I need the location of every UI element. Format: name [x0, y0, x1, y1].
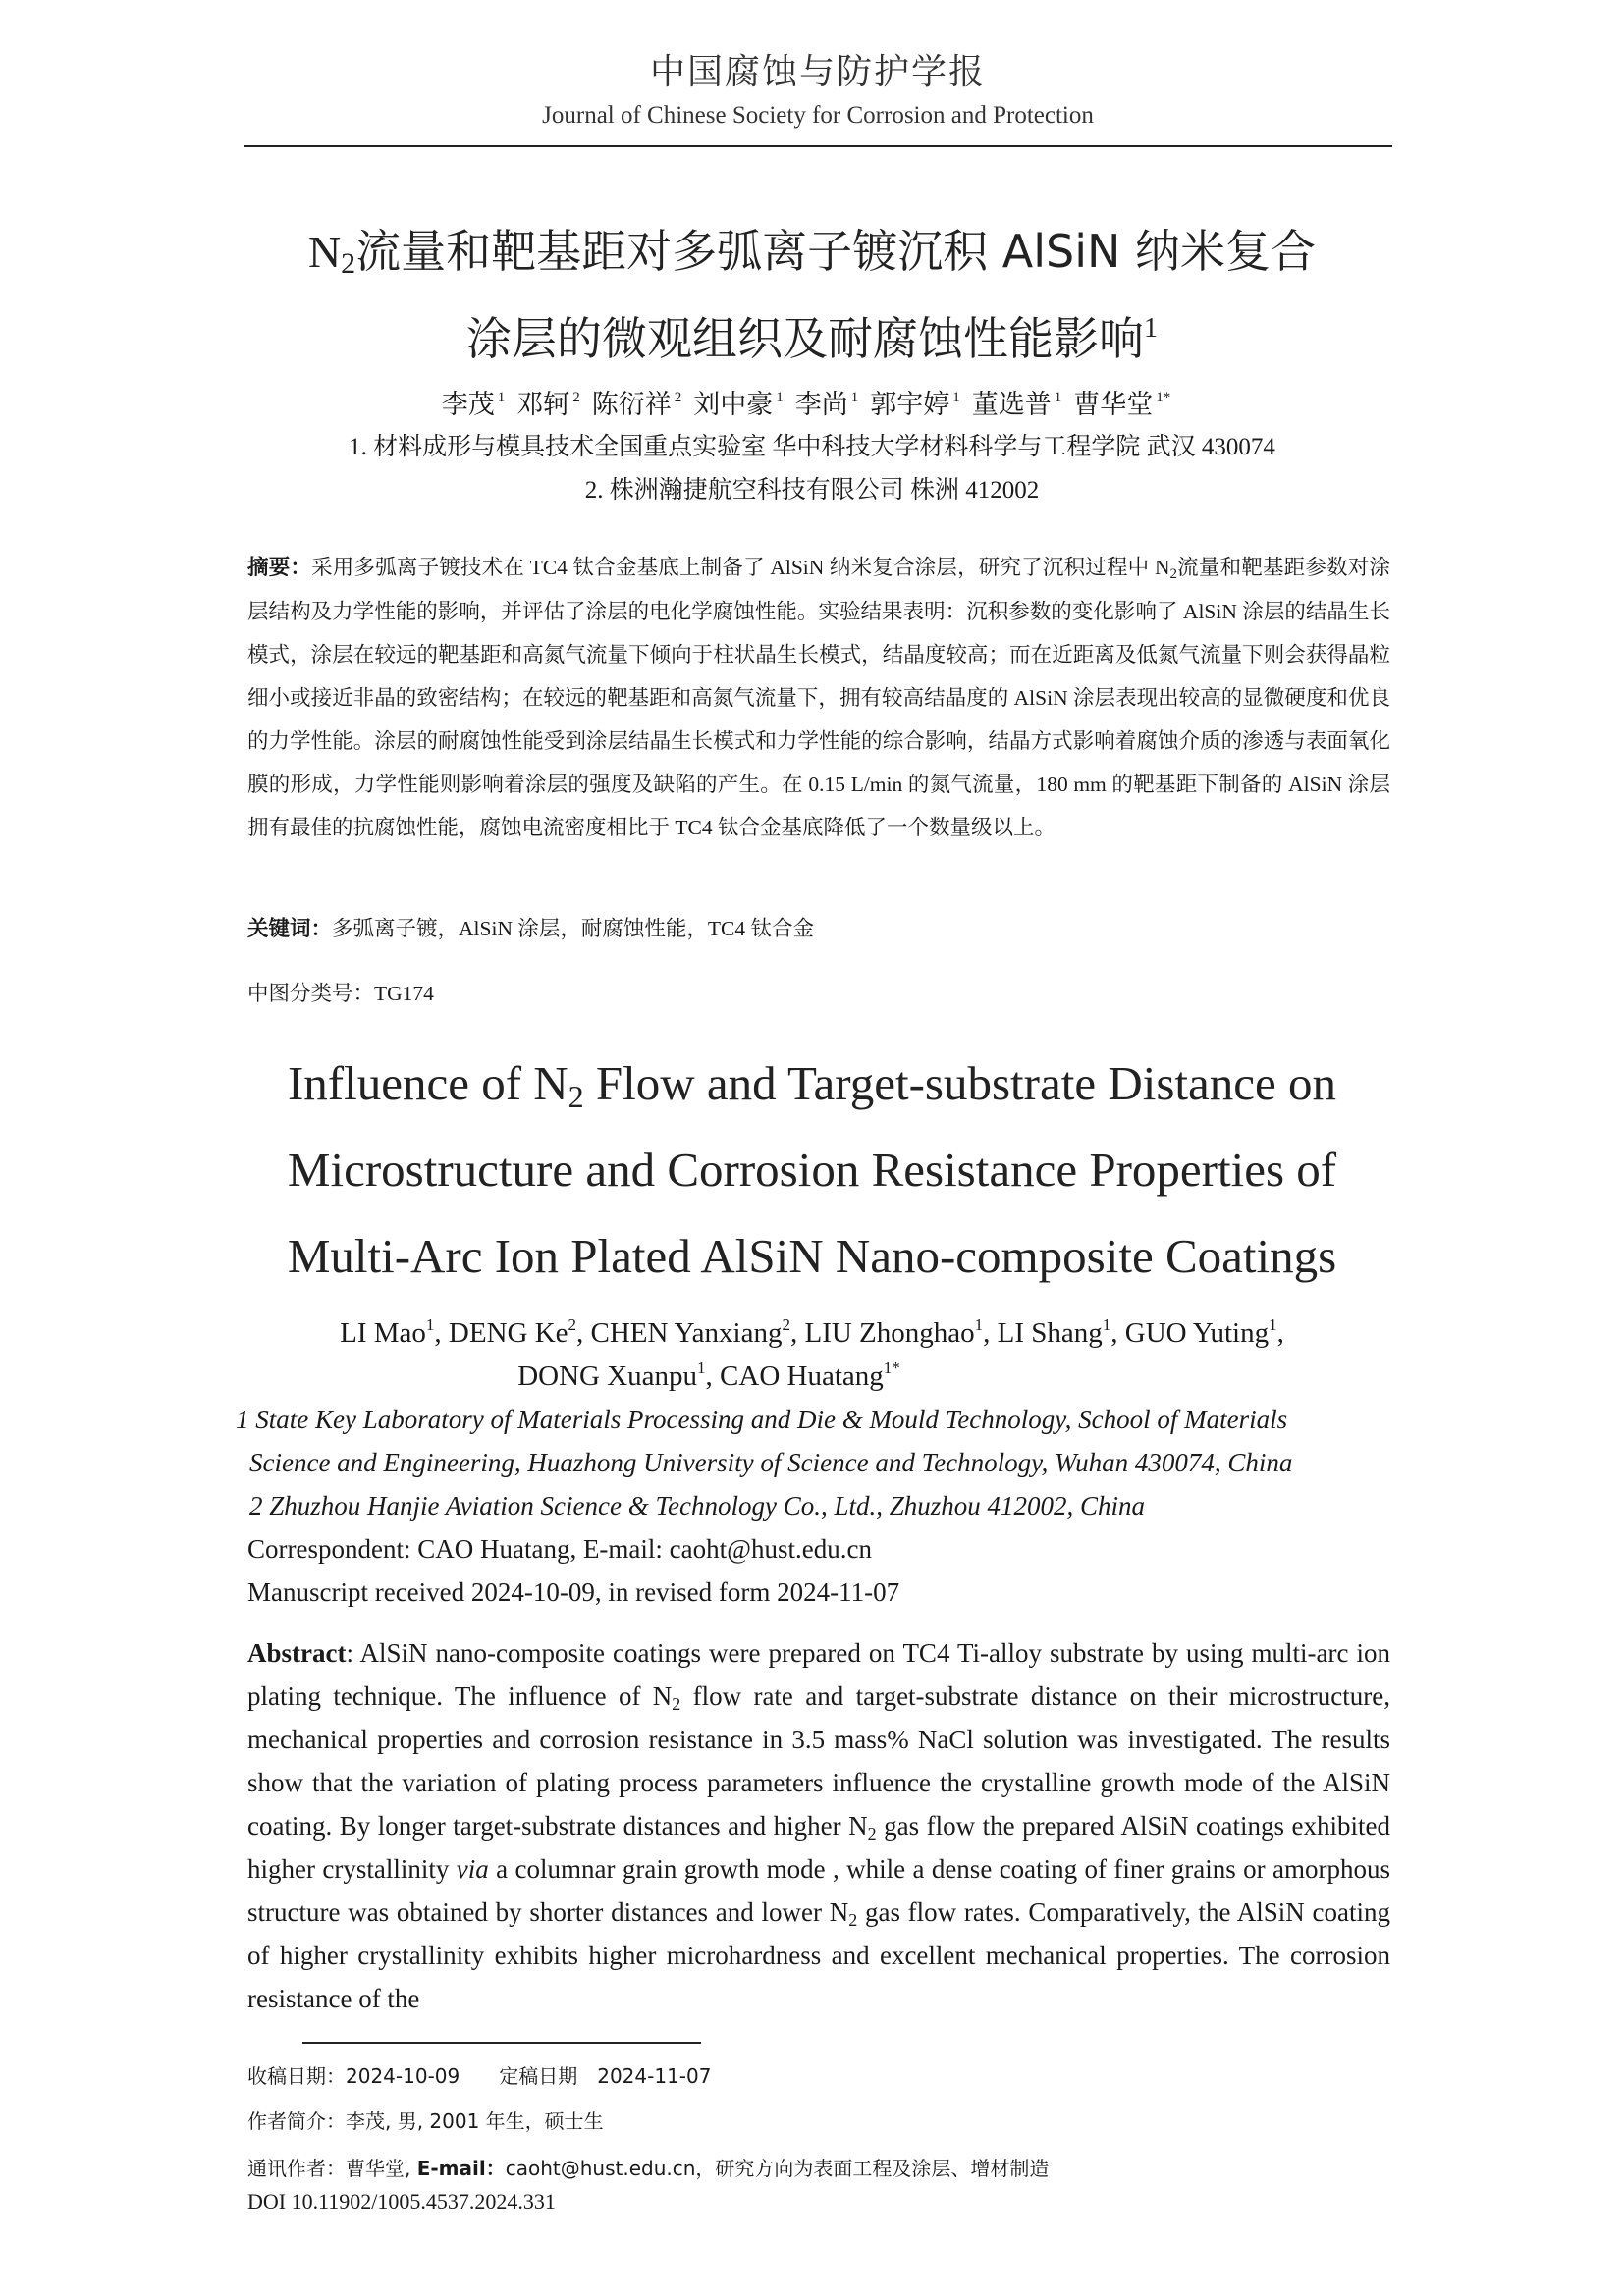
footnote-doi: DOI 10.11902/1005.4537.2024.331 [247, 2189, 556, 2214]
n2-base: N [307, 227, 342, 277]
manuscript-received: Manuscript received 2024-10-09, in revised form 2024-11-07 [247, 1577, 900, 1607]
en-author-separator: , [705, 1361, 721, 1392]
chinese-keywords-text: 多弧离子镀，AlSiN 涂层，耐腐蚀性能，TC4 钛合金 [332, 917, 814, 940]
english-affiliation-1-line-1: 1 State Key Laboratory of Materials Processing and Die & Mould Technology, School of Materials [236, 1405, 1288, 1434]
chinese-abstract-text-2: 流量和靶基距参数对涂层结构及力学性能的影响，并评估了涂层的电化学腐蚀性能。实验结果表明：沉积参数的变化影响了 AlSiN 涂层的结晶生长模式，涂层在较远的靶基距和高氮气流量下倾向于柱状晶生长模式，结晶度较高；而在近距离及低氮气流量下则会获得晶粒细小或接近非晶的致密结构；在较远的靶基距和高氮气流量下，拥有较高结晶度的 AlSiN 涂层表现出较高的显微硬度和优良的力学性能。涂层的耐腐蚀性能受到涂层结晶生长模式和力学性能的综合影响，结晶方式影响着腐蚀介质的渗透与表面氧化膜的形成，力学性能则影响着涂层的强度及缺陷的产生。在 0.15 L/min 的氮气流量，180 mm 的靶基距下制备的 AlSiN 涂层拥有最佳的抗腐蚀性能，腐蚀电流密度相比于 TC4 钛合金基底降低了一个数量级以上。 [247, 556, 1390, 839]
cn-author-affiliation-mark: 1 [497, 390, 506, 405]
english-abstract-text-4: a columnar grain growth mode , while a dense coating of finer grains or amorphous structure was obtained by shorter distances and lower N [247, 1854, 1391, 1927]
en-author-affiliation-mark: 1 [1269, 1315, 1277, 1334]
english-abstract-text-1: : AlSiN nano-composite coatings were prepared on TC4 Ti-alloy substrate by using multi-arc ion plating technique. The influence of N [247, 1638, 1390, 1711]
en-author-name: GUO Yuting [1124, 1317, 1270, 1349]
journal-header [244, 51, 1392, 132]
chinese-affiliation-2: 2. 株洲瀚捷航空科技有限公司 株洲 412002 [584, 477, 1040, 504]
chinese-title-line-2-text: 涂层的微观组织及耐腐蚀性能影响 [466, 312, 1144, 365]
correspondent: Correspondent: CAO Huatang, E-mail: caoht@hust.edu.cn [247, 1534, 872, 1564]
chinese-abstract-text-1: 采用多弧离子镀技术在 TC4 钛合金基底上制备了 AlSiN 纳米复合涂层，研究了沉积过程中 N [311, 556, 1170, 579]
chinese-classification-number: 中图分类号：TG174 [247, 982, 434, 1005]
en-author-affiliation-mark: 2 [782, 1315, 790, 1334]
header-rule [244, 145, 1392, 147]
cn-author-name: 邓轲 [516, 390, 570, 419]
cn-author-name: 陈衍祥 [591, 390, 672, 419]
english-author-list [196, 1311, 1428, 1398]
chinese-title-line-1 [196, 208, 1428, 295]
journal-name-cn: 中国腐蚀与防护学报 [649, 52, 986, 92]
english-abstract-text-2: flow rate and target-substrate distance on their microstructure, mechanical properties and corrosion resistance in 3.5 mass% NaCl solution was investigated. The results show that the variation of plating process parameters influence the crystalline growth mode of the AlSiN coating. By longer target-substrate distances and higher N [247, 1682, 1390, 1841]
english-abstract-label: Abstract [247, 1638, 347, 1668]
en-author-name: DENG Ke [448, 1317, 568, 1349]
en-author-affiliation-mark: 1 [1102, 1315, 1111, 1334]
chinese-affiliation-1: 1. 材料成形与模具技术全国重点实验室 华中科技大学材料科学与工程学院 武汉 430074 [349, 434, 1275, 460]
english-affiliation-2: 2 Zhuzhou Hanjie Aviation Science & Technology Co., Ltd., Zhuzhou 412002, China [249, 1491, 1146, 1521]
chinese-keywords [247, 907, 1390, 951]
chinese-abstract [247, 546, 1390, 849]
chinese-abstract-label: 摘要： [247, 556, 312, 580]
footnote-author-intro: 作者简介：李茂, 男, 2001 年生，硕士生 [247, 2109, 604, 2133]
cn-author-affiliation-mark: 2 [674, 390, 682, 405]
chinese-title-line-2 [196, 295, 1428, 382]
en-author-name: DONG Xuanpu [517, 1361, 698, 1392]
english-abstract [247, 1631, 1390, 2020]
english-title-line-1-a: Influence of N [287, 1056, 568, 1110]
cn-author-name: 李茂 [441, 390, 495, 419]
footnote-corresponding-author [247, 2154, 1406, 2183]
chinese-author-list [196, 385, 1428, 424]
en-author-name: CAO Huatang [720, 1361, 884, 1392]
en-author-affiliation-mark: 1 [697, 1359, 706, 1377]
en-author-name: CHEN Yanxiang [590, 1317, 783, 1349]
en-author-separator: , [789, 1317, 805, 1349]
chinese-title-line-1-text: 流量和靶基距对多弧离子镀沉积 AlSiN 纳米复合 [355, 225, 1317, 278]
footnote-rule [302, 2042, 701, 2044]
english-title-line-3: Multi-Arc Ion Plated AlSiN Nano-composite Coatings [287, 1229, 1337, 1283]
chinese-abstract-n2-sub: 2 [1169, 566, 1177, 582]
footnote-corr-label: 通讯作者：曹华堂, [247, 2157, 417, 2180]
cn-author-name: 刘中豪 [693, 390, 774, 419]
footnote-corr-rest: caoht@hust.edu.cn，研究方向为表面工程及涂层、增材制造 [505, 2157, 1050, 2180]
english-title-line-1 [196, 1041, 1428, 1127]
cn-author-name: 李尚 [794, 390, 848, 419]
english-abstract-n2-sub-3: 2 [848, 1910, 858, 1930]
english-affiliation-1-line-2: Science and Engineering, Huazhong University of Science and Technology, Wuhan 430074, China [249, 1448, 1293, 1477]
cn-author-affiliation-mark: 1 [776, 390, 784, 405]
english-title-line-2: Microstructure and Corrosion Resistance Properties of [287, 1143, 1337, 1197]
cn-author-affiliation-mark: 1 [1054, 390, 1062, 405]
chinese-title [196, 208, 1428, 382]
english-title-n2-sub: 2 [568, 1079, 584, 1114]
en-author-separator: , [1110, 1317, 1125, 1349]
journal-name-en: Journal of Chinese Society for Corrosion and Protection [542, 102, 1094, 129]
en-author-separator: , [576, 1317, 591, 1349]
en-author-separator: , [983, 1317, 998, 1349]
cn-author-name: 董选普 [971, 390, 1052, 419]
english-author-line-2 [196, 1355, 1428, 1398]
footnote-received: 收稿日期：2024-10-09 定稿日期 2024-11-07 [247, 2064, 712, 2088]
cn-author-affiliation-mark: 2 [572, 390, 580, 405]
footnote-corr-email-label: E-mail： [416, 2157, 506, 2180]
n2-subscript: 2 [341, 247, 356, 280]
en-author-affiliation-mark: 2 [568, 1315, 577, 1334]
en-author-name: LI Mao [340, 1317, 426, 1349]
english-abstract-text-5: gas flow rates. Comparatively, the AlSiN coating of higher crystallinity exhibits higher microhardness and excellent mechanical properties. The corrosion resistance of the [247, 1897, 1391, 2013]
en-author-affiliation-mark: 1 [974, 1315, 984, 1334]
chinese-keywords-label: 关键词： [247, 917, 333, 941]
en-author-name: LI Shang [997, 1317, 1103, 1349]
english-abstract-text-3: gas flow the prepared AlSiN coatings exhibited higher crystallinity [247, 1811, 1390, 1884]
english-author-line-1 [196, 1311, 1428, 1355]
english-abstract-n2-sub-1: 2 [672, 1694, 681, 1714]
english-abstract-via: via [456, 1854, 489, 1884]
en-author-separator: , [434, 1317, 449, 1349]
en-author-affiliation-mark: 1* [883, 1359, 900, 1377]
english-title [196, 1041, 1428, 1300]
cn-author-affiliation-mark: 1 [850, 390, 859, 405]
cn-author-affiliation-mark: 1 [952, 390, 960, 405]
cn-author-affiliation-mark: 1* [1156, 390, 1171, 405]
en-author-affiliation-mark: 1 [425, 1315, 435, 1334]
cn-author-name: 曹华堂 [1073, 390, 1154, 419]
title-footnote-mark: 1 [1144, 313, 1158, 344]
en-author-name: LIU Zhonghao [804, 1317, 975, 1349]
cn-author-name: 郭宇婷 [870, 390, 950, 419]
english-affiliations [236, 1398, 1404, 1527]
english-abstract-n2-sub-2: 2 [867, 1824, 877, 1843]
english-title-line-1-b: Flow and Target-substrate Distance on [583, 1056, 1337, 1110]
en-author-separator: , [1276, 1317, 1284, 1349]
